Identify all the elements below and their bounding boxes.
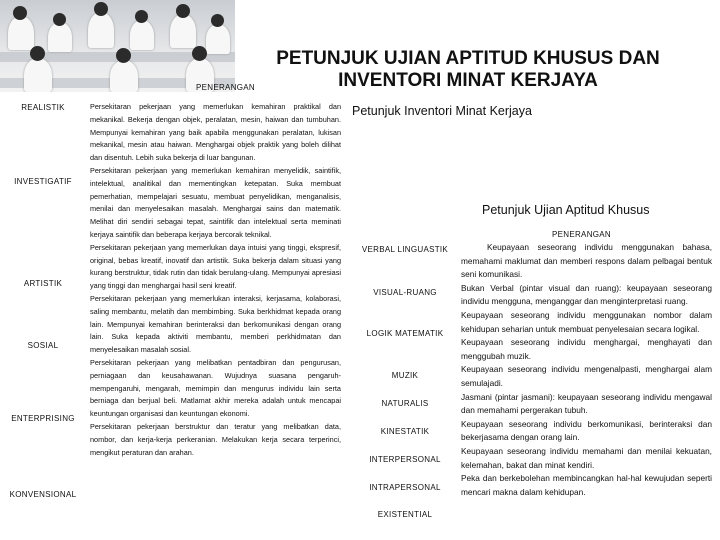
description-visual-ruang: Bukan Verbal (pintar visual dan ruang): keupayaan seseorang individu mengguna, menganggar dan menginterpretasi ruang. <box>461 282 712 307</box>
left-table-descriptions <box>90 101 341 537</box>
category-realistik: REALISTIK <box>21 103 65 112</box>
description-intrapersonal: Keupayaan seseorang individu memahami dan menilai kekuatan, kelemahan, bakat dan minat kendiri. <box>461 445 712 470</box>
category-intrapersonal: INTRAPERSONAL <box>369 483 441 492</box>
category-existential: EXISTENTIAL <box>377 510 433 519</box>
description-enterprising: Persekitaran pekerjaan yang melibatkan pentadbiran dan pengurusan, perniagaan dan keusahawanan. Wujudnya suasana pengaruh-mempengaruhi, mengarah, memimpin dan mengurus individu lain serta berniaga dan berjual beli. Matlamat akhir mereka adalah untuk mencapai keuntungan organisasi dan keuntungan ekonomi. <box>90 357 341 419</box>
description-artistik: Persekitaran pekerjaan yang memerlukan daya intuisi yang tinggi, ekspresif, original, bebas kreatif, inovatif dan artistik. Suka bekerja dalam situasi yang kurang berstruktur, tidak rutin dan tidak berulang-ulang. Mempunyai apresiasi yang tinggi dan menghargai hasil seni kreatif. <box>90 242 341 291</box>
category-verbal-linguastik: VERBAL LINGUASTIK <box>361 245 449 254</box>
description-existential: Peka dan berkebolehan membincangkan hal-hal kewujudan seperti mencari makna dalam kehidupan. <box>461 473 712 497</box>
left-table-header: PENERANGAN <box>196 83 256 92</box>
description-logik-matematik: Keupayaan seseorang individu menggunakan nombor dalam kehidupan seharian untuk membuat penyelesaian secara logikal. <box>461 309 712 334</box>
section-heading-inventori: Petunjuk Inventori Minat Kerjaya <box>352 104 532 118</box>
description-realistik: Persekitaran pekerjaan yang memerlukan kemahiran praktikal dan mekanikal. Bekerja dengan objek, peralatan, mesin, haiwan dan tumbuhan. Mempunyai kemahiran yang baik apabila menggunakan peralatan, lukisan mekanikal, mesin atau haiwan. Menghargai objek praktik yang boleh dilihat dan disentuh. Lebih suka bekerja di luar bangunan. <box>90 102 341 163</box>
description-muzik: Keupayaan seseorang individu menghargai, menghayati dan menggubah muzik. <box>461 337 712 361</box>
category-interpersonal: INTERPERSONAL <box>369 455 441 464</box>
right-table-descriptions <box>461 241 712 538</box>
category-muzik: MUZIK <box>391 371 419 380</box>
category-naturalis: NATURALIS <box>381 399 429 408</box>
page-title: PETUNJUK UJIAN APTITUD KHUSUS DAN INVENTORI MINAT KERJAYA <box>276 48 660 91</box>
description-investigatif: Persekitaran pekerjaan yang memerlukan kemahiran menyelidik, saintifik, intelektual, analitikal dan mementingkan ketepatan. Suka membuat pemerhatian, mempelajari sesuatu, membuat penyelidikan, menganalisis, menilai dan menyelesaikan masalah. Menghargai sains dan matematik. Melihat diri sendiri sebagai tepat, saintifik dan intelektual serta meminati kerjaya saintifik dan beberapa kerjaya bercorak teknikal. <box>90 165 341 239</box>
category-sosial: SOSIAL <box>27 341 59 350</box>
category-enterprising: ENTERPRISING <box>11 414 75 423</box>
description-naturalis: Keupayaan seseorang individu mengenalpasti, menghargai alam semulajadi. <box>461 364 712 388</box>
description-interpersonal: Keupayaan seseorang individu berkomunikasi, berinteraksi dan bekerjasama dengan orang lain. <box>461 418 712 443</box>
category-investigatif: INVESTIGATIF <box>14 177 72 186</box>
description-kinestatik: Jasmani (pintar jasmani): keupayaan seseorang individu mengawal dan memahami pergerakan tubuh. <box>461 391 712 416</box>
right-table-header: PENERANGAN <box>552 230 612 239</box>
category-artistik: ARTISTIK <box>23 279 63 288</box>
description-sosial: Persekitaran pekerjaan yang memerlukan interaksi, kerjasama, kolaborasi, saling membantu, melatih dan membimbing. Suka berkhidmat kepada orang lain. Mempunyai kemahiran berinteraksi dan berkomunikasi dengan orang lain. Suka kepada aktiviti membantu, memberi perkhidmatan dan menyelesaikan masalah sosial. <box>90 293 341 355</box>
category-kinestatik: KINESTATIK <box>380 427 430 436</box>
description-konvensional: Persekitaran pekerjaan berstruktur dan teratur yang melibatkan data, nombor, dan kerja-kerja perkeranian. Melakukan kerja secara terperinci, mengikut peraturan dan arahan. <box>90 421 341 457</box>
description-verbal-linguastik: Keupayaan seseorang individu menggunakan bahasa, memahami maklumat dan memberi respons dalam pelbagai bentuk seni komunikasi. <box>461 242 712 280</box>
category-konvensional: KONVENSIONAL <box>9 490 77 499</box>
category-visual-ruang: VISUAL-RUANG <box>373 288 437 297</box>
category-logik-matematik: LOGIK MATEMATIK <box>366 329 444 338</box>
students-photo <box>0 0 235 92</box>
section-heading-aptitud: Petunjuk Ujian Aptitud Khusus <box>482 203 650 217</box>
